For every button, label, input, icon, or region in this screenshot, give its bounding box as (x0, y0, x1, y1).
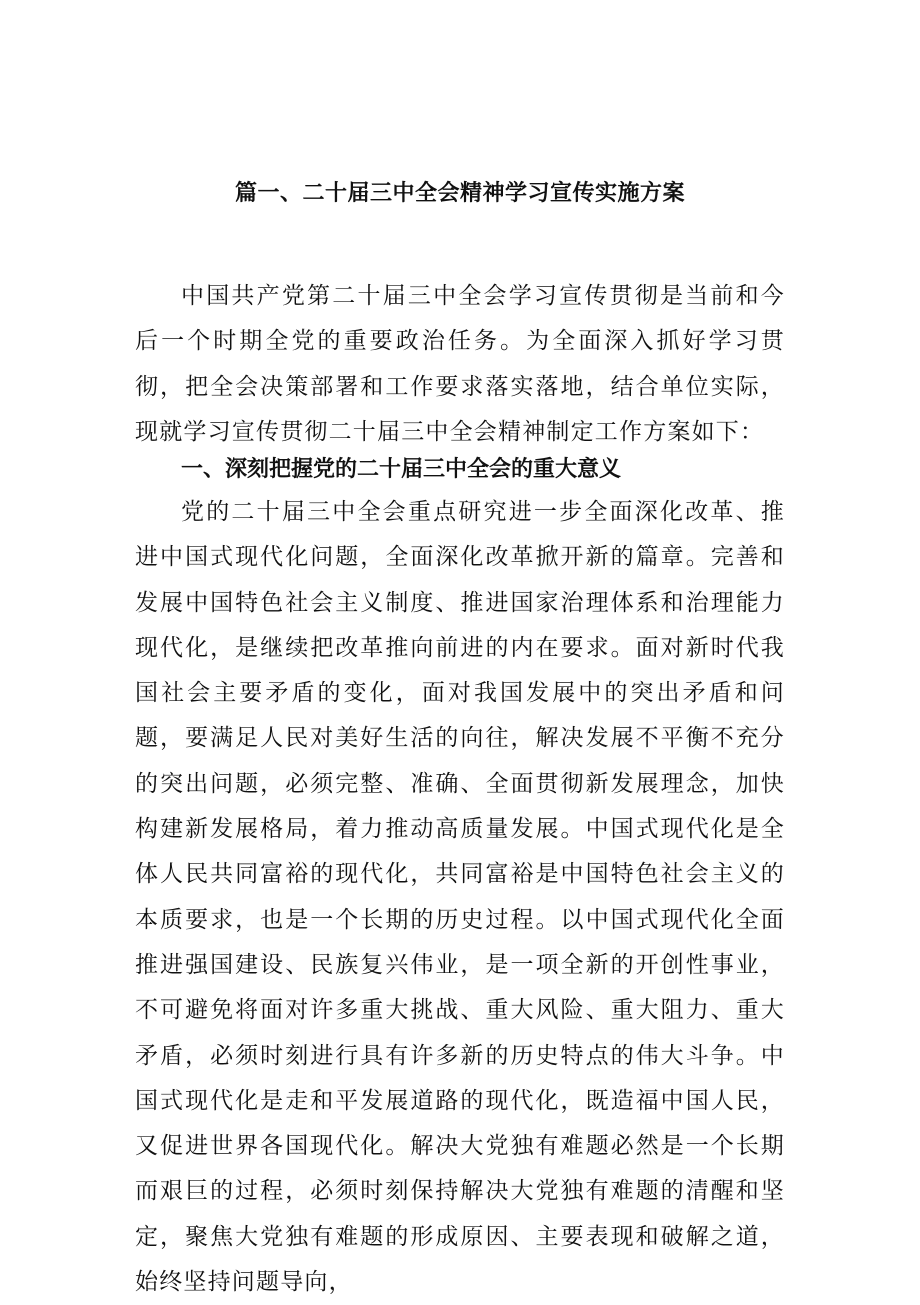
section-heading: 一、深刻把握党的二十届三中全会的重大意义 (181, 457, 622, 482)
document-title: 篇一、二十届三中全会精神学习宣传实施方案 (234, 181, 685, 206)
intro-paragraph: 中国共产党第二十届三中全会学习宣传贯彻是当前和今后一个时期全党的重要政治任务。为全面深入抓好学习贯彻，把全会决策部署和工作要求落实落地，结合单位实际，现就学习宣传贯彻二十届三中全会精神制定工作方案如下： (135, 283, 785, 445)
section-paragraph: 党的二十届三中全会重点研究进一步全面深化改革、推进中国式现代化问题，全面深化改革掀开新的篇章。完善和发展中国特色社会主义制度、推进国家治理体系和治理能力现代化，是继续把改革推向前进的内在要求。面对新时代我国社会主要矛盾的变化，面对我国发展中的突出矛盾和问题，要满足人民对美好生活的向往，解决发展不平衡不充分的突出问题，必须完整、准确、全面贯彻新发展理念，加快构建新发展格局，着力推动高质量发展。中国式现代化是全体人民共同富裕的现代化，共同富裕是中国特色社会主义的本质要求，也是一个长期的历史过程。以中国式现代化全面推进强国建设、民族复兴伟业，是一项全新的开创性事业，不可避免将面对许多重大挑战、重大风险、重大阻力、重大矛盾，必须时刻进行具有许多新的历史特点的伟大斗争。中国式现代化是走和平发展道路的现代化，既造福中国人民，又促进世界各国现代化。解决大党独有难题必然是一个长期而艰巨的过程，必须时刻保持解决大党独有难题的清醒和坚定，聚焦大党独有难题的形成原因、主要表现和破解之道，始终坚持问题导向， (135, 499, 785, 1296)
